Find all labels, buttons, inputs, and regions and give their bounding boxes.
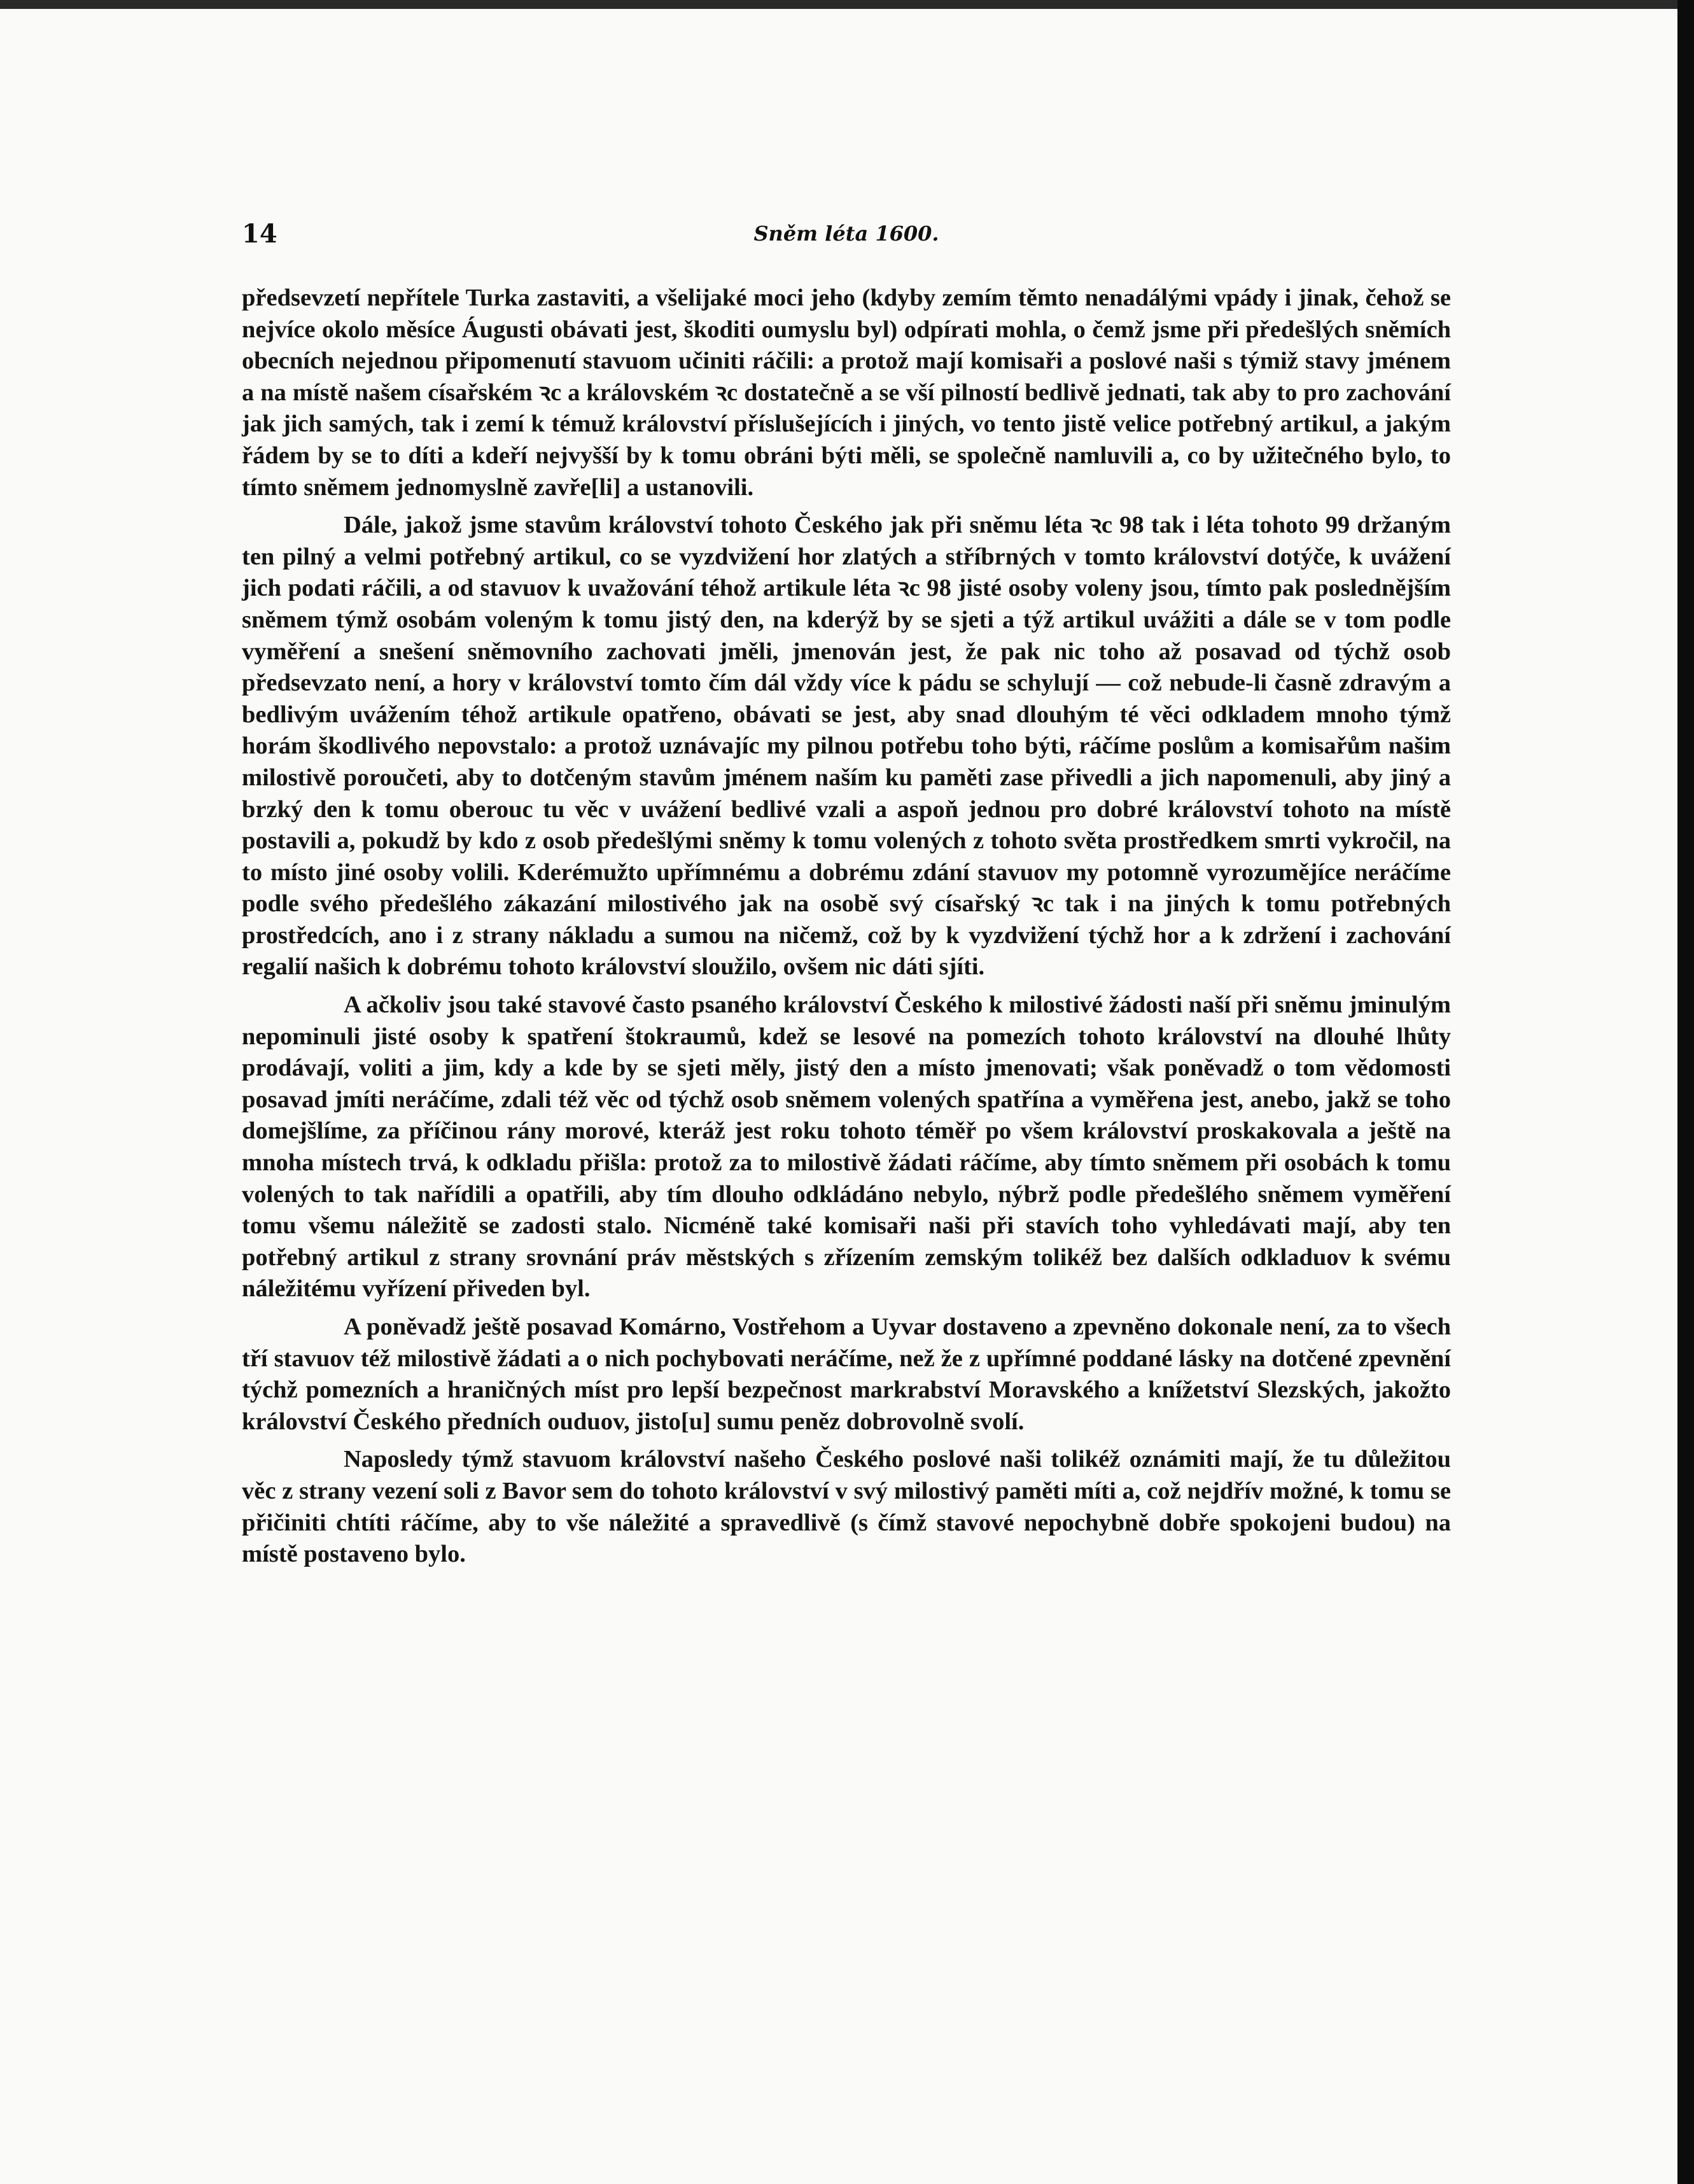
- paragraph-1: předsevzetí nepřítele Turka zastaviti, a všelijaké moci jeho (kdyby zemím těmto nenadálými vpády i jinak, čehož se nejvíce okolo měsíce Áugusti obávati jest, škoditi oumyslu byl) odpírati mohla, o čemž jsme při předešlých sněmích obecních nejednou připomenutí stavuom učiniti ráčili: a protož mají komisaři a poslové naši s týmiž stavy jménem a na místě našem císařském ꝛc a královském ꝛc dostatečně a se vší pilností bedlivě jednati, tak aby to pro zachování jak jich samých, tak i zemí k témuž království příslušejících i jiných, vo tento jistě velice potřebný artikul, a jakým řádem by se to díti a kdeří nejvyšší by k tomu obráni býti měli, se společně namluvili a, co by užitečného bylo, to tímto sněmem jednomyslně zavře[li] a ustanovili.: [242, 284, 1451, 501]
- paragraph-2: Dále, jakož jsme stavům království tohoto Českého jak při sněmu léta ꝛc 98 tak i léta tohoto 99 držaným ten pilný a velmi potřebný artikul, co se vyzdvižení hor zlatých a stříbrných v tomto království dotýče, k uvážení jich podati ráčili, a od stavuov k uvažování téhož artikule léta ꝛc 98 jisté osoby voleny jsou, tímto pak poslednějším sněmem týmž osobám voleným k tomu jistý den, na kderýž by se sjeti a týž artikul uvážiti a dále se v tom podle vyměření a snešení sněmovního zachovati jměli, jmenován jest, že pak nic toho až posavad od týchž osob předsevzato není, a hory v království tomto čím dál vždy více k pádu se schylují — což nebude-li časně zdravým a bedlivým uvážením téhož artikule opatřeno, obávati se jest, aby snad dlouhým té věci odkladem mnoho týmž horám škodlivého nepovstalo: a protož uznávajíc my pilnou potřebu toho býti, ráčíme poslům a komisařům našim milostivě poroučeti, aby to dotčeným stavům jménem naším ku paměti zase přivedli a jich napomenuli, aby jiný a brzký den k tomu oberouc tu věc v uvážení bedlivé vzali a aspoň jednou pro dobré království tohoto na místě postavili a, pokudž by kdo z osob předešlými sněmy k tomu volených z tohoto světa prostředkem smrti vykročil, na to místo jiné osoby volili. Kderémužto upřímnému a dobrému zdání stavuov my potomně vyrozumějíce neráčíme podle svého předešlého zákazání milostivého jak na osobě svý císařský ꝛc tak i na jiných k tomu potřebných prostředcích, ano i z strany nákladu a sumou na ničemž, což by k vyzdvižení týchž hor a k zdržení i zachování regalií našich k dobrému tohoto království sloužilo, ovšem nic dáti sjíti.: [242, 512, 1451, 981]
- paragraph-4: A poněvadž ještě posavad Komárno, Vostřehom a Uyvar dostaveno a zpevněno dokonale není, za to všech tří stavuov též milostivě žádati a o nich pochybovati neráčíme, než že z upřímné poddané lásky na dotčené zpevnění týchž pomezních a hraničných míst pro lepší bezpečnost markrabství Moravského a knížetství Slezských, jakožto království Českého předních ouduov, jisto[u] sumu peněz dobrovolně svolí.: [242, 1313, 1451, 1435]
- paragraph-3: A ačkoliv jsou také stavové často psaného království Českého k milostivé žádosti naší při sněmu jminulým nepominuli jisté osoby k spatření štokraumů, kdež se lesové na pomezích tohoto království na dlouhé lhůty prodávají, voliti a jim, kdy a kde by se sjeti měly, jistý den a místo jmenovati; však poněvadž o tom vědomosti posavad jmíti neráčíme, zdali též věc od týchž osob sněmem volených spatřína a vyměřena jest, anebo, jakž se toho domejšlíme, za příčinou rány morové, kteráž jest roku tohoto téměř po všem království proskakovala a ještě na mnoha místech trvá, k odkladu přišla: protož za to milostivě žádati ráčíme, aby tímto sněmem při osobách k tomu volených to tak nařídili a opatřili, aby tím dlouho odkládáno nebylo, nýbrž podle předešlého sněmem vyměření tomu všemu náležitě se zadosti stalo. Nicméně také komisaři naši při stavích toho vyhledávati mají, aby ten potřebný artikul z strany srovnání práv městských s zřízením zemským tolikéž bez dalších odkladuov k svému náležitému vyřízení přiveden byl.: [242, 991, 1451, 1303]
- scan-top-edge: [0, 0, 1694, 9]
- page-header: [242, 219, 1451, 257]
- paragraph-5: Naposledy týmž stavuom království našeho Českého poslové naši tolikéž oznámiti mají, že tu důležitou věc z strany vezení soli z Bavor sem do tohoto království v svý milostivý paměti míti a, což nejdřív možné, k tomu se přičiniti chtíti ráčíme, aby to vše náležité a spravedlivě (s čímž stavové nepochybně dobře spokojeni budou) na místě postaveno bylo.: [242, 1446, 1451, 1568]
- body-text: [242, 283, 1451, 1577]
- page-number: 14: [242, 219, 277, 249]
- scan-right-edge: [1677, 0, 1694, 2184]
- document-page: [0, 9, 1677, 2184]
- running-head: Sněm léta 1600.: [753, 221, 939, 246]
